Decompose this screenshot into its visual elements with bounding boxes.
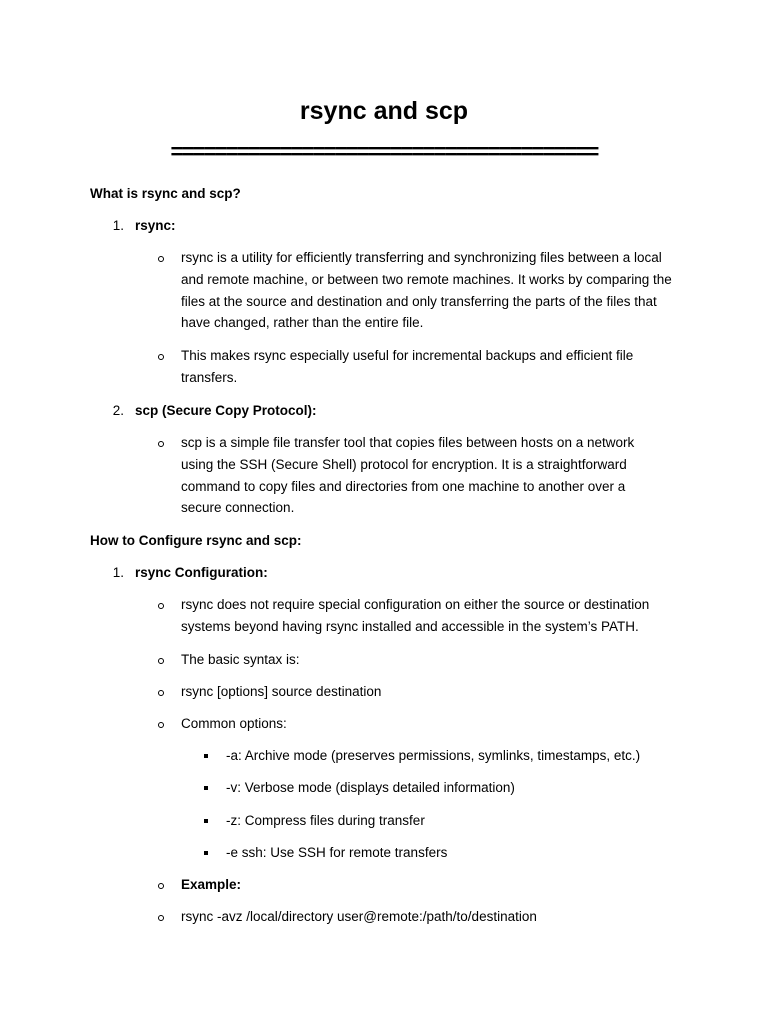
list-item-label-scp: scp (Secure Copy Protocol): — [135, 403, 317, 418]
hollow-bullet-icon — [158, 354, 164, 360]
title-underline-rule: ======================================= — [170, 139, 598, 164]
hollow-bullet-icon — [158, 256, 164, 262]
hollow-bullet-icon — [158, 883, 164, 889]
hollow-bullet-icon — [158, 915, 164, 921]
bullet-text: rsync does not require special configuration on either the source or destination systems beyond having rsync installed and accessible in the system’s PATH. — [181, 597, 650, 634]
hollow-bullet-icon — [158, 658, 164, 664]
hollow-bullet-icon — [158, 690, 164, 696]
option-text: -v: Verbose mode (displays detailed information) — [226, 780, 515, 795]
list-item-label-rsync-configuration: rsync Configuration: — [135, 565, 268, 580]
bullet-text: The basic syntax is: — [181, 652, 300, 667]
list-number: 2. — [112, 403, 124, 418]
square-bullet-icon — [204, 819, 208, 823]
square-bullet-icon — [204, 754, 208, 758]
option-text: -e ssh: Use SSH for remote transfers — [226, 845, 448, 860]
bullet-text: This makes rsync especially useful for incremental backups and efficient file transfers. — [181, 348, 634, 385]
bullet-text: Common options: — [181, 716, 287, 731]
option-text: -z: Compress files during transfer — [226, 813, 425, 828]
list-number: 1. — [112, 218, 124, 233]
hollow-bullet-icon — [158, 603, 164, 609]
hollow-bullet-icon — [158, 722, 164, 728]
square-bullet-icon — [204, 851, 208, 855]
bullet-text: rsync [options] source destination — [181, 684, 382, 699]
list-number: 1. — [112, 565, 124, 580]
example-label: Example: — [181, 877, 242, 892]
list-item-label-rsync: rsync: — [135, 218, 176, 233]
page-title: rsync and scp — [299, 97, 469, 125]
section-heading-what-is: What is rsync and scp? — [90, 186, 241, 201]
bullet-text: scp is a simple file transfer tool that copies files between hosts on a network using the SSH (Secure Shell) protocol for encryption. It is a straightforward command to copy files and directories from one machine to another over a secure connection. — [181, 435, 635, 516]
hollow-bullet-icon — [158, 441, 164, 447]
square-bullet-icon — [204, 786, 208, 790]
bullet-text: rsync is a utility for efficiently transferring and synchronizing files between a local and remote machine, or between two remote machines. It works by comparing the files at the source and destination and only transferring the parts of the files that have changed, rather than the entire file. — [181, 250, 672, 331]
section-heading-how-to-configure: How to Configure rsync and scp: — [90, 533, 302, 548]
option-text: -a: Archive mode (preserves permissions, symlinks, timestamps, etc.) — [226, 748, 641, 763]
example-command: rsync -avz /local/directory user@remote:/path/to/destination — [181, 909, 537, 924]
